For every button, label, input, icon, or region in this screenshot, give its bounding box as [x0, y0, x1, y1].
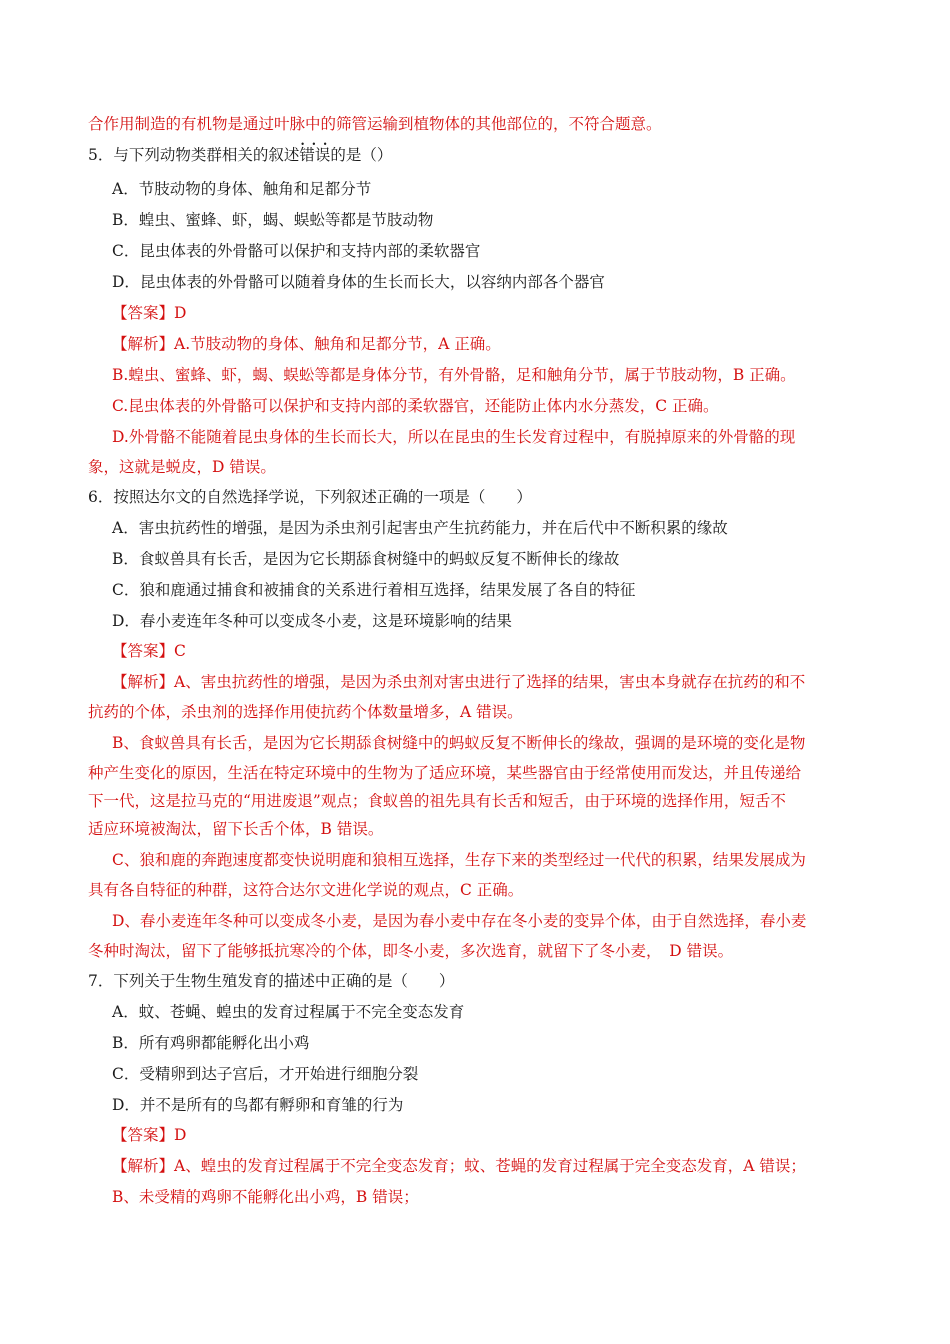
analysis-line: B.蝗虫、蜜蜂、虾，蝎、蜈蚣等都是身体分节，有外骨骼，足和触角分节，属于节肢动物，B 正确。	[112, 366, 796, 384]
option-a: A．蚊、苍蝇、蝗虫的发育过程属于不完全变态发育	[112, 1003, 465, 1021]
analysis-line: 下一代，这是拉马克的“用进废退”观点；食蚁兽的祖先具有长舌和短舌，由于环境的选择作用，短舌不	[88, 792, 786, 810]
analysis-line: 象，这就是蜕皮，D 错误。	[88, 458, 276, 476]
analysis-line: 【解析】A、害虫抗药性的增强，是因为杀虫剂对害虫进行了选择的结果，害虫本身就存在抗药的和不	[112, 673, 806, 691]
answer: 【答案】D	[112, 1126, 187, 1144]
question-5-prefix: 5．与下列动物类群相关的叙述	[88, 146, 300, 164]
analysis-line: 种产生变化的原因，生活在特定环境中的生物为了适应环境，某些器官由于经常使用而发达，并且传递给	[88, 764, 802, 782]
analysis-line: 【解析】A.节肢动物的身体、触角和足都分节，A 正确。	[112, 335, 501, 353]
question-6: 6．按照达尔文的自然选择学说，下列叙述正确的一项是（ ）	[88, 488, 532, 506]
option-b: B．所有鸡卵都能孵化出小鸡	[112, 1034, 310, 1052]
analysis-line: 【解析】A、蝗虫的发育过程属于不完全变态发育；蚊、苍蝇的发育过程属于完全变态发育，A 错误；	[112, 1157, 806, 1175]
analysis-line: D.外骨骼不能随着昆虫身体的生长而长大，所以在昆虫的生长发育过程中，有脱掉原来的外骨骼的现	[112, 428, 796, 446]
option-c: C．狼和鹿通过捕食和被捕食的关系进行着相互选择，结果发展了各自的特征	[112, 581, 636, 599]
option-a: A．害虫抗药性的增强，是因为杀虫剂引起害虫产生抗药能力，并在后代中不断积累的缘故	[112, 519, 728, 537]
answer: 【答案】C	[112, 642, 186, 660]
analysis-line: C、狼和鹿的奔跑速度都变快说明鹿和狼相互选择，生存下来的类型经过一代代的积累，结果发展成为	[112, 851, 806, 869]
text-line: 合作用制造的有机物是通过叶脉中的筛管运输到植物体的其他部位的，不符合题意。	[88, 115, 662, 133]
option-a: A．节肢动物的身体、触角和足都分节	[112, 180, 372, 198]
option-b: B．蝗虫、蜜蜂、虾，蝎、蜈蚣等都是节肢动物	[112, 211, 434, 229]
answer: 【答案】D	[112, 304, 187, 322]
analysis-line: B、食蚁兽具有长舌，是因为它长期舔食树缝中的蚂蚁反复不断伸长的缘故，强调的是环境的变化是物	[112, 734, 806, 752]
analysis-line: C.昆虫体表的外骨骼可以保护和支持内部的柔软器官，还能防止体内水分蒸发，C 正确。	[112, 397, 719, 415]
analysis-line: D、春小麦连年冬种可以变成冬小麦，是因为春小麦中存在冬小麦的变异个体，由于自然选择，春小麦	[112, 912, 807, 930]
option-d: D．并不是所有的鸟都有孵卵和育雏的行为	[112, 1096, 404, 1114]
option-c: C．受精卵到达子宫后，才开始进行细胞分裂	[112, 1065, 419, 1083]
option-d: D．昆虫体表的外骨骼可以随着身体的生长而长大，以容纳内部各个器官	[112, 273, 605, 291]
option-d: D．春小麦连年冬种可以变成冬小麦，这是环境影响的结果	[112, 612, 512, 630]
question-5	[88, 144, 392, 166]
option-c: C．昆虫体表的外骨骼可以保护和支持内部的柔软器官	[112, 242, 481, 260]
emphasis-word: • • • 错误	[299, 144, 330, 166]
question-5-suffix: 的是（）	[330, 146, 393, 164]
question-7: 7．下列关于生物生殖发育的描述中正确的是（ ）	[88, 972, 455, 990]
analysis-line: 具有各自特征的种群，这符合达尔文进化学说的观点，C 正确。	[88, 881, 524, 899]
option-b: B．食蚁兽具有长舌，是因为它长期舔食树缝中的蚂蚁反复不断伸长的缘故	[112, 550, 620, 568]
analysis-line: 冬种时淘汰，留下了能够抵抗寒冷的个体，即冬小麦，多次选育，就留下了冬小麦， D 错误。	[88, 942, 734, 960]
analysis-line: 适应环境被淘汰，留下长舌个体，B 错误。	[88, 820, 384, 838]
analysis-line: B、未受精的鸡卵不能孵化出小鸡，B 错误；	[112, 1188, 419, 1206]
analysis-line: 抗药的个体，杀虫剂的选择作用使抗药个体数量增多，A 错误。	[88, 703, 523, 721]
